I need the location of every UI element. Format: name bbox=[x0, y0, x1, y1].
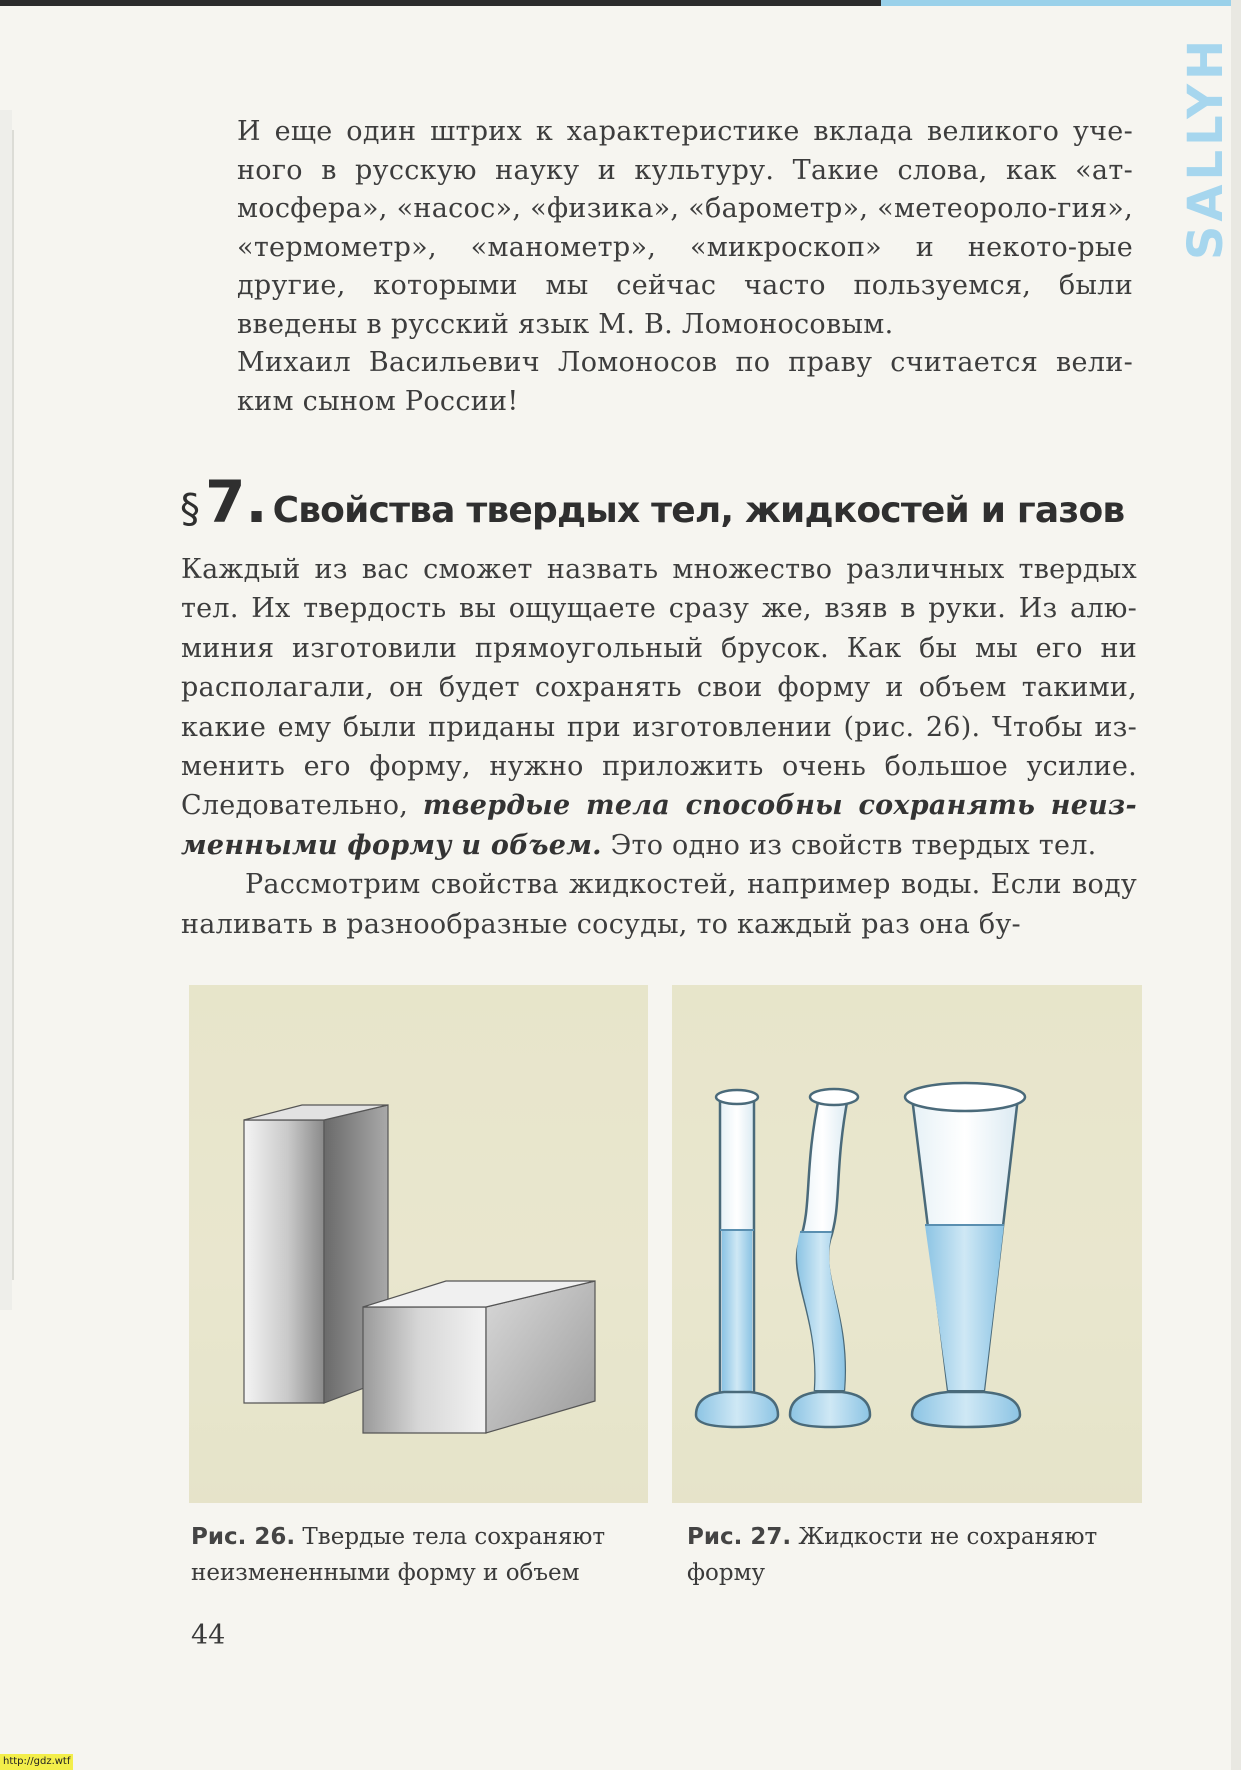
body-paragraph-1-end: Это одно из свойств твердых тел. bbox=[610, 829, 1097, 861]
intro-text-block bbox=[237, 113, 1133, 421]
figure-27-panel bbox=[672, 985, 1142, 1503]
section-number: 7. bbox=[205, 468, 268, 536]
figure-27-caption bbox=[687, 1519, 1127, 1591]
page-top-edge-accent bbox=[881, 0, 1241, 6]
figure-27-caption-line-2: форму bbox=[687, 1560, 765, 1586]
liquid-vessels-illustration-icon bbox=[672, 985, 1142, 1503]
figure-26-caption bbox=[191, 1519, 641, 1591]
page-right-edge bbox=[1231, 0, 1241, 1770]
section-heading bbox=[180, 468, 1140, 548]
section-title: Свойства твердых тел, жидкостей и газов bbox=[272, 490, 1125, 531]
section-body-text bbox=[181, 550, 1137, 944]
figure-26-caption-line-1: Твердые тела сохраняют bbox=[302, 1524, 606, 1550]
body-paragraph-1-start: Каждый из вас сможет назвать множество различных твердых тел. Их твердость вы ощущаете сразу же, взяв в руки. Из алю-миния изготовили прямоугольный брусок. Как бы мы его ни располагали, он будет сохранять свои форму и объем такими, какие ему были приданы при изготовлении (рис. 26). Чтобы из-менить его форму, нужно приложить очень большое усилие. Следовательно, bbox=[181, 554, 1137, 822]
figure-26-panel bbox=[189, 985, 648, 1503]
solid-blocks-illustration-icon bbox=[189, 985, 648, 1503]
page-binding-shadow bbox=[0, 110, 12, 1310]
figure-27-label: Рис. 27. bbox=[687, 1524, 792, 1550]
page-binding-line bbox=[12, 130, 14, 1280]
watermark-link[interactable]: http://gdz.wtf bbox=[0, 1754, 73, 1770]
body-paragraph-2: Рассмотрим свойства жидкостей, например воды. Если воду наливать в разнообразные сосуды, то каждый раз она бу- bbox=[181, 869, 1137, 940]
intro-paragraph-2: Михаил Васильевич Ломоносов по праву считается вели-ким сыном России! bbox=[237, 347, 1133, 417]
figure-27-caption-line-1: Жидкости не сохраняют bbox=[798, 1524, 1098, 1550]
side-brand-mark bbox=[1178, 18, 1234, 278]
figure-26-label: Рис. 26. bbox=[191, 1524, 296, 1550]
figure-26-caption-line-2: неизмененными форму и объем bbox=[191, 1560, 580, 1586]
body-emphasis: твердые тела способны сохранять неиз-менными форму и объем. bbox=[181, 790, 1137, 861]
section-mark: § bbox=[180, 486, 200, 532]
page-number: 44 bbox=[191, 1620, 226, 1651]
intro-paragraph-1: И еще один штрих к характеристике вклада великого уче-ного в русскую науку и культуру. Такие слова, как «ат-мосфера», «насос», «физика», «барометр», «метеороло-гия», «термометр», «манометр», «микроскоп» и некото-рые другие, которыми мы сейчас часто пользуемся, были введены в русский язык М. В. Ломоносовым. bbox=[237, 116, 1133, 340]
side-brand-text: SALLYH bbox=[1178, 35, 1234, 261]
body-paragraph-1 bbox=[181, 550, 1137, 865]
